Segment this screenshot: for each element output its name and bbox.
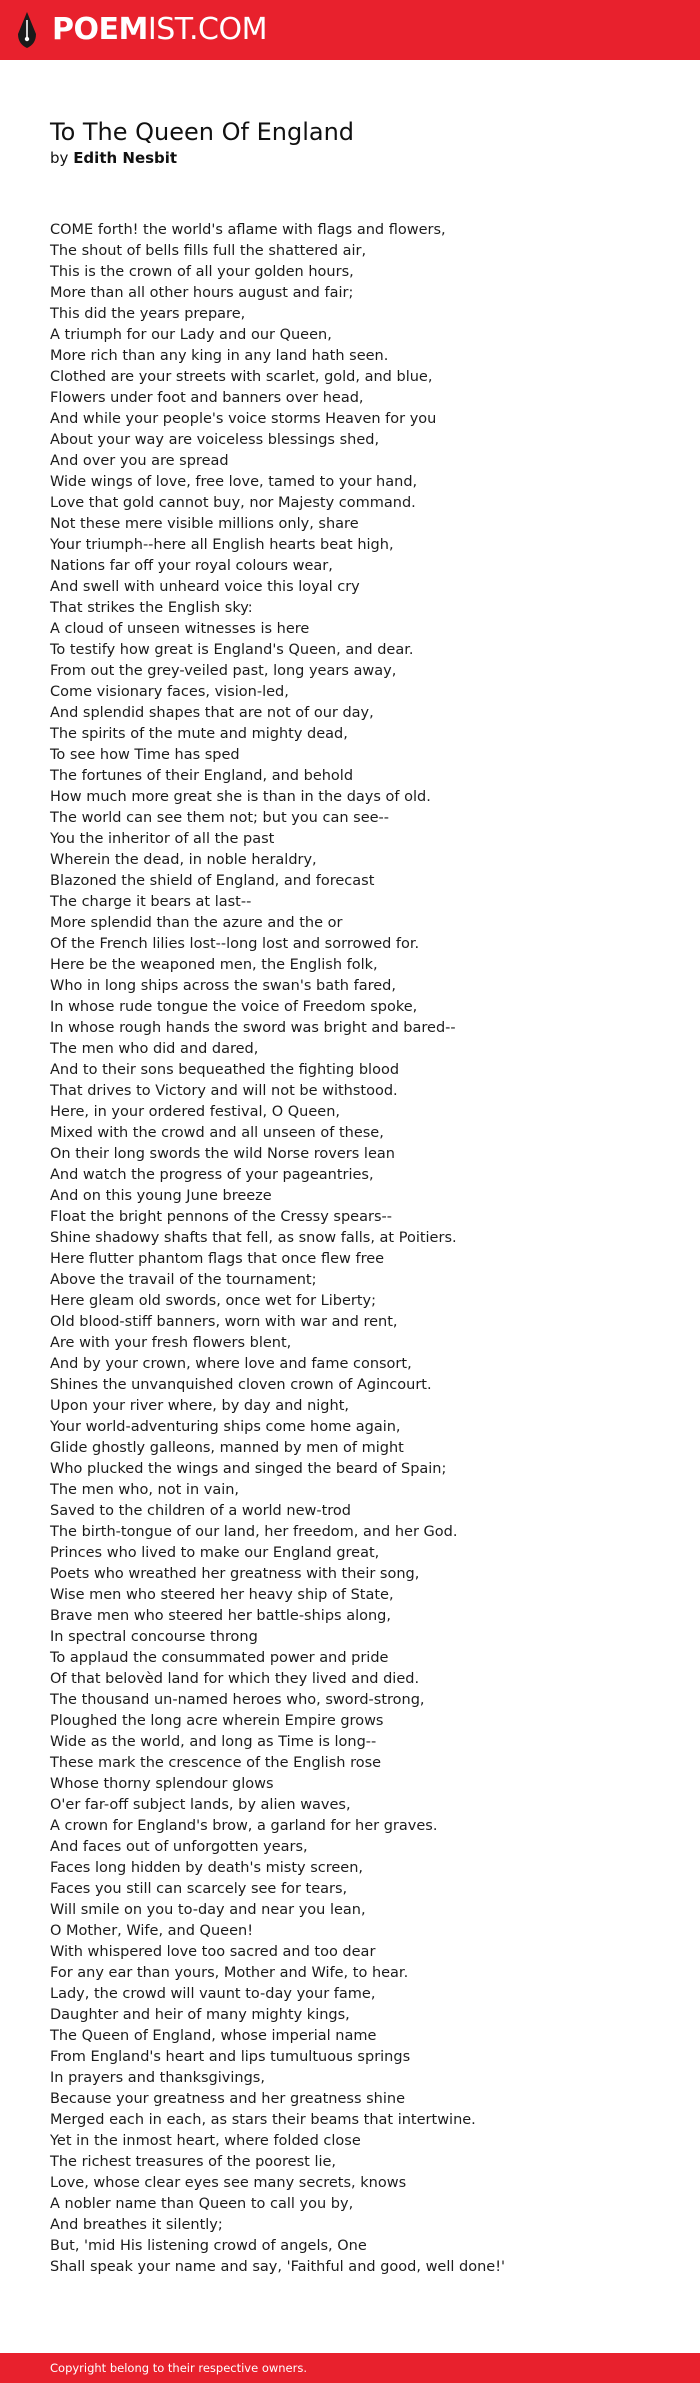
poem-line: Daughter and heir of many mighty kings,	[50, 2007, 350, 2023]
poem-byline	[50, 148, 177, 168]
poem-line: Of the French lilies lost--long lost and sorrowed for.	[50, 936, 420, 952]
poem-line: To testify how great is England's Queen, and dear.	[50, 642, 414, 658]
poem-line: And on this young June breeze	[50, 1188, 272, 1204]
poem-line: And over you are spread	[50, 453, 229, 469]
poem-title: To The Queen Of England	[50, 118, 355, 146]
poem-line: Who plucked the wings and singed the beard of Spain;	[50, 1461, 447, 1477]
poem-line: Shines the unvanquished cloven crown of Agincourt.	[50, 1377, 432, 1393]
poem-line: And by your crown, where love and fame consort,	[50, 1356, 412, 1372]
poem-line: In spectral concourse throng	[50, 1629, 258, 1645]
poem-line: And splendid shapes that are not of our day,	[50, 705, 374, 721]
site-logo[interactable]	[16, 10, 267, 50]
poem-line: Upon your river where, by day and night,	[50, 1398, 349, 1414]
poem-line: Above the travail of the tournament;	[50, 1272, 317, 1288]
poem-line: The birth-tongue of our land, her freedom, and her God.	[50, 1524, 458, 1540]
poem-line: Shall speak your name and say, 'Faithful and good, well done!'	[50, 2259, 505, 2275]
poem-line: And swell with unheard voice this loyal cry	[50, 579, 360, 595]
poem-line: A nobler name than Queen to call you by,	[50, 2196, 354, 2212]
poem-line: O'er far-off subject lands, by alien waves,	[50, 1797, 351, 1813]
poem-line: To see how Time has sped	[50, 747, 240, 763]
poem-line: Faces long hidden by death's misty screen,	[50, 1860, 364, 1876]
poem-line: The world can see them not; but you can see--	[50, 810, 390, 826]
poem-line: The thousand un-named heroes who, sword-strong,	[50, 1692, 425, 1708]
poem-line: The Queen of England, whose imperial name	[50, 2028, 377, 2044]
logo-text-light: IST.COM	[147, 12, 267, 47]
poem-line: Nations far off your royal colours wear,	[50, 558, 333, 574]
poem-line: Not these mere visible millions only, share	[50, 516, 359, 532]
poem-line: Faces you still can scarcely see for tears,	[50, 1881, 348, 1897]
poem-line: About your way are voiceless blessings shed,	[50, 432, 380, 448]
poem-line: And to their sons bequeathed the fighting blood	[50, 1062, 400, 1078]
poem-line: A cloud of unseen witnesses is here	[50, 621, 310, 637]
poem-line: Here gleam old swords, once wet for Liberty;	[50, 1293, 376, 1309]
poem-line: And watch the progress of your pageantries,	[50, 1167, 374, 1183]
poem-line: Flowers under foot and banners over head,	[50, 390, 364, 406]
poem-line: More than all other hours august and fair;	[50, 285, 354, 301]
poem-line: The spirits of the mute and mighty dead,	[50, 726, 348, 742]
poem-line: With whispered love too sacred and too dear	[50, 1944, 376, 1960]
poem-line: A triumph for our Lady and our Queen,	[50, 327, 332, 343]
poem-line: Clothed are your streets with scarlet, gold, and blue,	[50, 369, 433, 385]
poem-line: The shout of bells fills full the shattered air,	[50, 243, 367, 259]
poem-body	[50, 220, 670, 2278]
poem-line: O Mother, Wife, and Queen!	[50, 1923, 254, 1939]
poem-line: These mark the crescence of the English rose	[50, 1755, 382, 1771]
copyright-notice: Copyright belong to their respective owners.	[50, 2361, 308, 2375]
poem-line: The men who, not in vain,	[50, 1482, 240, 1498]
poem-line: The fortunes of their England, and behold	[50, 768, 354, 784]
poem-line: Yet in the inmost heart, where folded close	[50, 2133, 361, 2149]
poem-line: Saved to the children of a world new-trod	[50, 1503, 351, 1519]
poem-line: Merged each in each, as stars their beams that intertwine.	[50, 2112, 476, 2128]
poem-line: But, 'mid His listening crowd of angels, One	[50, 2238, 367, 2254]
poem-line: And breathes it silently;	[50, 2217, 223, 2233]
poem-line: On their long swords the wild Norse rovers lean	[50, 1146, 395, 1162]
poem-line: Love, whose clear eyes see many secrets, knows	[50, 2175, 407, 2191]
poem-line: More splendid than the azure and the or	[50, 915, 343, 931]
poem-line: You the inheritor of all the past	[50, 831, 275, 847]
poem-line: Shine shadowy shafts that fell, as snow falls, at Poitiers.	[50, 1230, 457, 1246]
poem-line: Here be the weaponed men, the English folk,	[50, 957, 378, 973]
poem-line: Your world-adventuring ships come home again,	[50, 1419, 401, 1435]
poem-line: Wide wings of love, free love, tamed to your hand,	[50, 474, 418, 490]
logo-text-bold: POEM	[52, 12, 148, 47]
poem-line: Mixed with the crowd and all unseen of these,	[50, 1125, 384, 1141]
poem-line: Who in long ships across the swan's bath fared,	[50, 978, 396, 994]
poem-line: In prayers and thanksgivings,	[50, 2070, 265, 2086]
site-header	[0, 0, 700, 60]
poem-line: The men who did and dared,	[50, 1041, 259, 1057]
poem-line: Wide as the world, and long as Time is long--	[50, 1734, 377, 1750]
poem-line: Old blood-stiff banners, worn with war and rent,	[50, 1314, 398, 1330]
poem-line: COME forth! the world's aflame with flags and flowers,	[50, 222, 446, 238]
poem-line: Whose thorny splendour glows	[50, 1776, 274, 1792]
poem-line: That strikes the English sky:	[50, 600, 253, 616]
poem-line: Poets who wreathed her greatness with their song,	[50, 1566, 420, 1582]
poem-line: The richest treasures of the poorest lie,	[50, 2154, 337, 2170]
poem-line: For any ear than yours, Mother and Wife, to hear.	[50, 1965, 409, 1981]
poem-line: In whose rude tongue the voice of Freedom spoke,	[50, 999, 418, 1015]
quill-pen-nib-icon	[16, 10, 38, 50]
poem-line: From England's heart and lips tumultuous springs	[50, 2049, 411, 2065]
site-footer	[0, 2353, 700, 2383]
poem-line: Float the bright pennons of the Cressy spears--	[50, 1209, 392, 1225]
poem-line: This is the crown of all your golden hours,	[50, 264, 354, 280]
poem-line: Here, in your ordered festival, O Queen,	[50, 1104, 340, 1120]
poem-line: Your triumph--here all English hearts beat high,	[50, 537, 394, 553]
poem-line: Love that gold cannot buy, nor Majesty command.	[50, 495, 416, 511]
poem-line: Glide ghostly galleons, manned by men of might	[50, 1440, 404, 1456]
poem-line: Wise men who steered her heavy ship of State,	[50, 1587, 394, 1603]
byline-prefix: by	[50, 149, 69, 167]
poem-line: In whose rough hands the sword was bright and bared--	[50, 1020, 456, 1036]
poem-line: Lady, the crowd will vaunt to-day your fame,	[50, 1986, 376, 2002]
poem-line: Of that belovèd land for which they lived and died.	[50, 1671, 420, 1687]
poem-line: Will smile on you to-day and near you lean,	[50, 1902, 366, 1918]
poem-line: This did the years prepare,	[50, 306, 246, 322]
poem-line: How much more great she is than in the days of old.	[50, 789, 431, 805]
poem-line: Princes who lived to make our England great,	[50, 1545, 380, 1561]
poem-line: And while your people's voice storms Heaven for you	[50, 411, 437, 427]
poem-line: Because your greatness and her greatness shine	[50, 2091, 406, 2107]
poem-line: Wherein the dead, in noble heraldry,	[50, 852, 317, 868]
poem-line: Brave men who steered her battle-ships along,	[50, 1608, 391, 1624]
poem-line: To applaud the consummated power and pride	[50, 1650, 389, 1666]
site-logo-text	[52, 10, 267, 50]
poem-line: Come visionary faces, vision-led,	[50, 684, 289, 700]
poem-line: Are with your fresh flowers blent,	[50, 1335, 292, 1351]
poem-line: That drives to Victory and will not be withstood.	[50, 1083, 398, 1099]
poem-line: Here flutter phantom flags that once flew free	[50, 1251, 385, 1267]
poem-line: Ploughed the long acre wherein Empire grows	[50, 1713, 384, 1729]
poem-line: And faces out of unforgotten years,	[50, 1839, 308, 1855]
poem-line: More rich than any king in any land hath seen.	[50, 348, 389, 364]
poem-line: A crown for England's brow, a garland for her graves.	[50, 1818, 438, 1834]
poem-line: Blazoned the shield of England, and forecast	[50, 873, 375, 889]
author-link[interactable]: Edith Nesbit	[73, 149, 178, 167]
poem-line: The charge it bears at last--	[50, 894, 252, 910]
poem-line: From out the grey-veiled past, long years away,	[50, 663, 397, 679]
